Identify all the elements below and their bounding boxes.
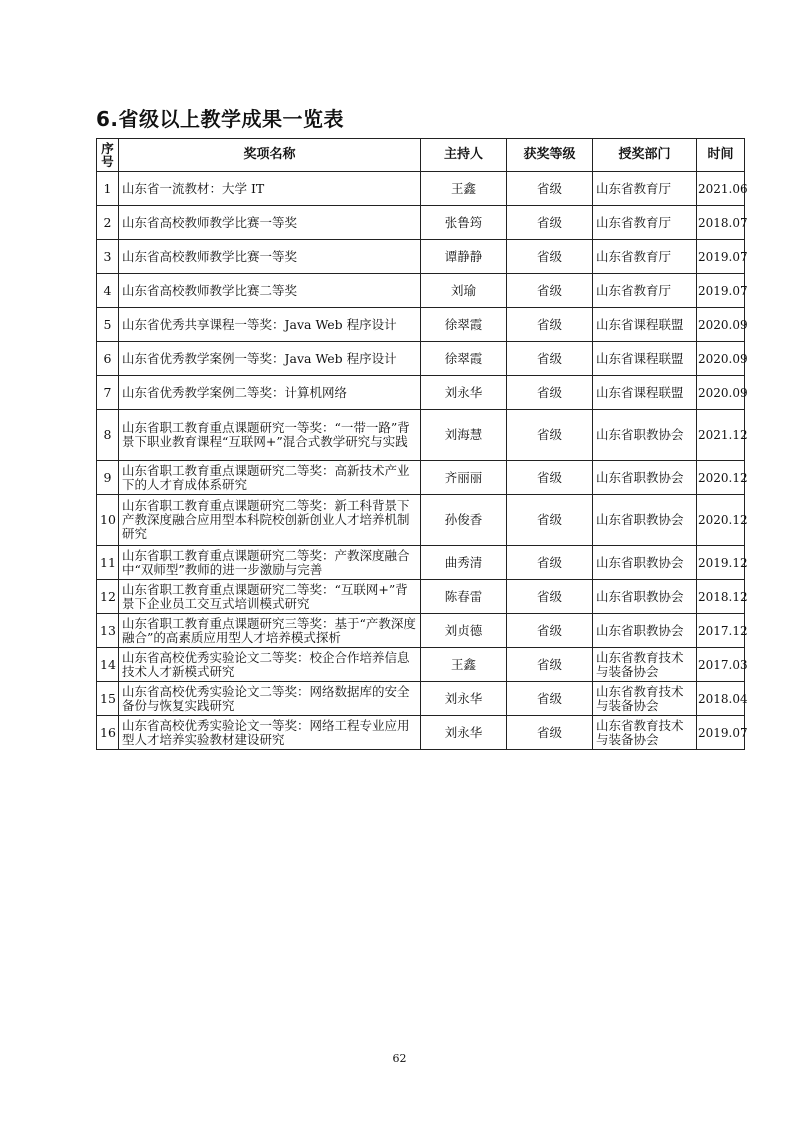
row-number: 2 [97, 206, 119, 240]
row-number: 11 [97, 546, 119, 580]
header-level: 获奖等级 [507, 139, 593, 172]
table-row [97, 580, 745, 614]
award-name: 山东省优秀教学案例二等奖：计算机网络 [119, 376, 421, 410]
table-row [97, 342, 745, 376]
awarding-department: 山东省课程联盟 [593, 376, 697, 410]
host-name: 王鑫 [421, 648, 507, 682]
award-time: 2020.09 [697, 376, 745, 410]
row-number: 16 [97, 716, 119, 750]
award-name: 山东省一流教材：大学 IT [119, 172, 421, 206]
row-number: 9 [97, 461, 119, 495]
awarding-department: 山东省课程联盟 [593, 342, 697, 376]
table-row [97, 172, 745, 206]
header-time: 时间 [697, 139, 745, 172]
host-name: 陈春雷 [421, 580, 507, 614]
host-name: 王鑫 [421, 172, 507, 206]
row-number: 10 [97, 495, 119, 546]
header-department: 授奖部门 [593, 139, 697, 172]
award-time: 2018.12 [697, 580, 745, 614]
award-level: 省级 [507, 495, 593, 546]
award-level: 省级 [507, 308, 593, 342]
row-number: 8 [97, 410, 119, 461]
award-time: 2019.07 [697, 716, 745, 750]
table-row [97, 274, 745, 308]
award-level: 省级 [507, 172, 593, 206]
table-row [97, 240, 745, 274]
award-time: 2019.07 [697, 274, 745, 308]
header-seq: 序号 [97, 139, 119, 172]
award-time: 2017.03 [697, 648, 745, 682]
award-time: 2020.09 [697, 342, 745, 376]
row-number: 6 [97, 342, 119, 376]
awarding-department: 山东省教育厅 [593, 274, 697, 308]
host-name: 齐丽丽 [421, 461, 507, 495]
row-number: 1 [97, 172, 119, 206]
awarding-department: 山东省职教协会 [593, 495, 697, 546]
award-name: 山东省职工教育重点课题研究一等奖：“一带一路”背景下职业教育课程“互联网+”混合式教学研究与实践 [119, 410, 421, 461]
table-row [97, 410, 745, 461]
awarding-department: 山东省课程联盟 [593, 308, 697, 342]
host-name: 徐翠霞 [421, 342, 507, 376]
host-name: 刘贞德 [421, 614, 507, 648]
awards-table [96, 138, 748, 750]
awarding-department: 山东省教育厅 [593, 172, 697, 206]
awarding-department: 山东省职教协会 [593, 580, 697, 614]
awarding-department: 山东省职教协会 [593, 461, 697, 495]
row-number: 4 [97, 274, 119, 308]
page-title: 6.省级以上教学成果一览表 [96, 107, 345, 131]
award-level: 省级 [507, 648, 593, 682]
host-name: 孙俊香 [421, 495, 507, 546]
awarding-department: 山东省职教协会 [593, 410, 697, 461]
award-time: 2019.07 [697, 240, 745, 274]
page-number: 62 [392, 1052, 407, 1065]
awarding-department: 山东省教育技术与装备协会 [593, 648, 697, 682]
host-name: 刘永华 [421, 682, 507, 716]
award-time: 2018.04 [697, 682, 745, 716]
row-number: 7 [97, 376, 119, 410]
table-row [97, 461, 745, 495]
awarding-department: 山东省教育厅 [593, 240, 697, 274]
award-level: 省级 [507, 546, 593, 580]
host-name: 徐翠霞 [421, 308, 507, 342]
award-name: 山东省优秀教学案例一等奖：Java Web 程序设计 [119, 342, 421, 376]
table-row [97, 546, 745, 580]
table-header-row [97, 139, 745, 172]
row-number: 14 [97, 648, 119, 682]
table-row [97, 308, 745, 342]
award-level: 省级 [507, 274, 593, 308]
award-level: 省级 [507, 240, 593, 274]
award-name: 山东省高校教师教学比赛一等奖 [119, 206, 421, 240]
award-name: 山东省高校教师教学比赛二等奖 [119, 274, 421, 308]
table-row [97, 376, 745, 410]
table-row [97, 206, 745, 240]
table-row [97, 614, 745, 648]
award-time: 2019.12 [697, 546, 745, 580]
award-time: 2018.07 [697, 206, 745, 240]
row-number: 12 [97, 580, 119, 614]
award-name: 山东省职工教育重点课题研究二等奖：高新技术产业下的人才育成体系研究 [119, 461, 421, 495]
table-row [97, 648, 745, 682]
row-number: 5 [97, 308, 119, 342]
award-level: 省级 [507, 614, 593, 648]
header-host: 主持人 [421, 139, 507, 172]
award-time: 2017.12 [697, 614, 745, 648]
awarding-department: 山东省教育技术与装备协会 [593, 716, 697, 750]
host-name: 刘海慧 [421, 410, 507, 461]
awarding-department: 山东省教育技术与装备协会 [593, 682, 697, 716]
host-name: 曲秀清 [421, 546, 507, 580]
award-name: 山东省职工教育重点课题研究二等奖：新工科背景下产教深度融合应用型本科院校创新创业人才培养机制研究 [119, 495, 421, 546]
awarding-department: 山东省职教协会 [593, 546, 697, 580]
award-level: 省级 [507, 461, 593, 495]
host-name: 刘永华 [421, 376, 507, 410]
award-name: 山东省高校优秀实验论文一等奖：网络工程专业应用型人才培养实验教材建设研究 [119, 716, 421, 750]
row-number: 15 [97, 682, 119, 716]
host-name: 谭静静 [421, 240, 507, 274]
awarding-department: 山东省教育厅 [593, 206, 697, 240]
table-row [97, 495, 745, 546]
host-name: 张鲁筠 [421, 206, 507, 240]
table-row [97, 716, 745, 750]
row-number: 3 [97, 240, 119, 274]
host-name: 刘永华 [421, 716, 507, 750]
award-name: 山东省高校教师教学比赛一等奖 [119, 240, 421, 274]
table-body [97, 172, 748, 750]
award-time: 2020.09 [697, 308, 745, 342]
award-name: 山东省高校优秀实验论文二等奖：网络数据库的安全备份与恢复实践研究 [119, 682, 421, 716]
award-level: 省级 [507, 342, 593, 376]
award-level: 省级 [507, 376, 593, 410]
award-name: 山东省职工教育重点课题研究三等奖：基于“产教深度融合”的高素质应用型人才培养模式探析 [119, 614, 421, 648]
host-name: 刘瑜 [421, 274, 507, 308]
row-number: 13 [97, 614, 119, 648]
award-time: 2020.12 [697, 461, 745, 495]
award-time: 2021.06 [697, 172, 745, 206]
award-name: 山东省高校优秀实验论文二等奖：校企合作培养信息技术人才新模式研究 [119, 648, 421, 682]
award-name: 山东省职工教育重点课题研究二等奖：“互联网+”背景下企业员工交互式培训模式研究 [119, 580, 421, 614]
award-time: 2021.12 [697, 410, 745, 461]
award-time: 2020.12 [697, 495, 745, 546]
header-award-name: 奖项名称 [119, 139, 421, 172]
award-level: 省级 [507, 410, 593, 461]
award-name: 山东省优秀共享课程一等奖：Java Web 程序设计 [119, 308, 421, 342]
award-level: 省级 [507, 580, 593, 614]
table-row [97, 682, 745, 716]
awarding-department: 山东省职教协会 [593, 614, 697, 648]
award-level: 省级 [507, 206, 593, 240]
award-name: 山东省职工教育重点课题研究二等奖：产教深度融合中“双师型”教师的进一步激励与完善 [119, 546, 421, 580]
award-level: 省级 [507, 716, 593, 750]
award-level: 省级 [507, 682, 593, 716]
